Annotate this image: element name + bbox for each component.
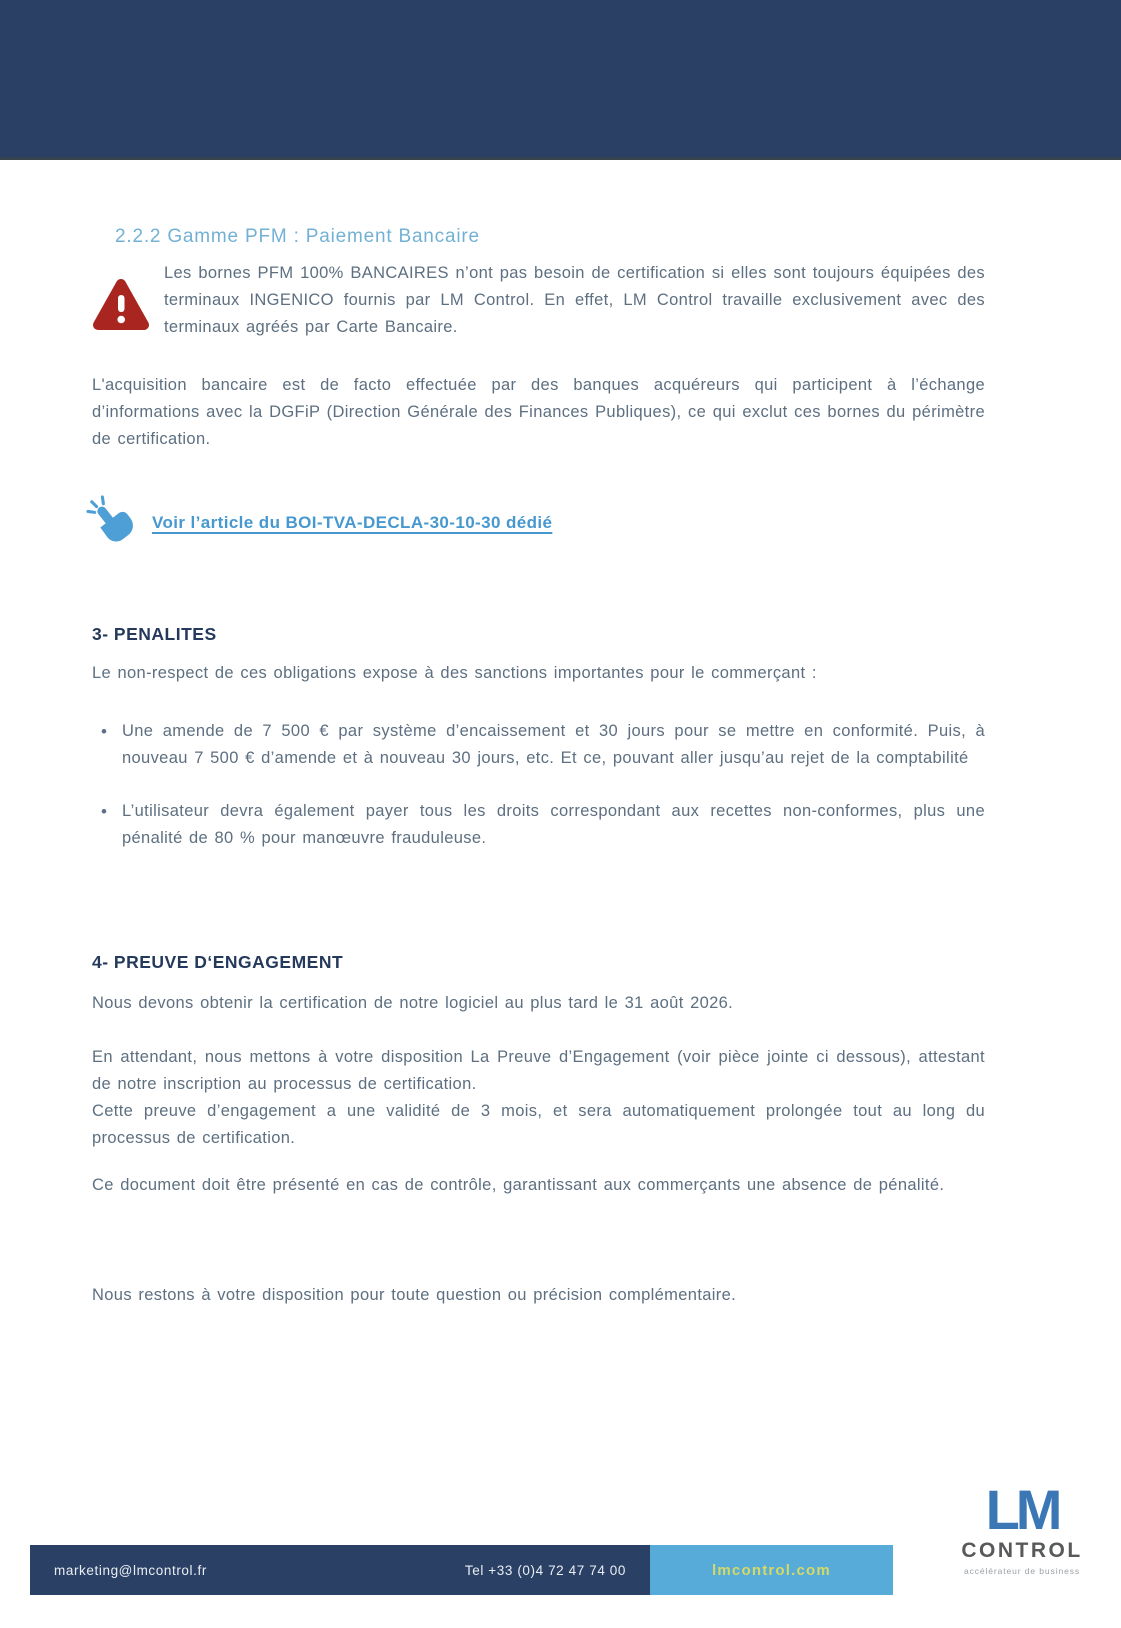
penalites-bullet-droits: • L’utilisateur devra également payer tous les droits correspondant aux recettes non-conformes, plus une pénalité de 80 % pour manœuvre frauduleuse.	[92, 798, 985, 852]
engagement-deadline-paragraph: Nous devons obtenir la certification de notre logiciel au plus tard le 31 août 2026.	[92, 994, 734, 1012]
penalites-intro: Le non-respect de ces obligations expose à des sanctions importantes pour le commerçant :	[92, 664, 817, 682]
warning-triangle-icon	[92, 276, 150, 336]
penalites-bullet-list	[92, 718, 985, 852]
engagement-validite-paragraph: Cette preuve d’engagement a une validité de 3 mois, et sera automatiquement prolongée tout au long du processus de certification.	[92, 1102, 985, 1147]
penalites-title: 3- PENALITES	[92, 624, 217, 644]
lm-logo-name: CONTROL	[961, 1539, 1083, 1562]
engagement-controle-paragraph: Ce document doit être présenté en cas de contrôle, garantissant aux commerçants une absence de pénalité.	[92, 1176, 945, 1194]
acquisition-paragraph: L'acquisition bancaire est de facto effectuée par des banques acquéreurs qui participent à l’échange d’informations avec la DGFiP (Direction Générale des Finances Publiques), ce qui exclut ces bornes du périmètre de certification.	[92, 376, 985, 448]
top-header-band	[0, 0, 1121, 160]
warning-icon-wrap	[92, 260, 164, 341]
article-link-row	[86, 494, 552, 552]
closing-paragraph: Nous restons à votre disposition pour toute question ou précision complémentaire.	[92, 1286, 737, 1304]
lm-logo-mark: LM	[985, 1478, 1059, 1541]
click-hand-icon[interactable]	[86, 494, 140, 552]
penalites-bullet-amende: • Une amende de 7 500 € par système d’encaissement et 30 jours pour se mettre en conformité. Puis, à nouveau 7 500 € d’amende et à nouveau 30 jours, etc. Et ce, pouvant aller jusqu’au rejet de la comptabilité	[92, 718, 985, 772]
footer-email[interactable]: marketing@lmcontrol.fr	[54, 1562, 207, 1578]
warning-paragraph: Les bornes PFM 100% BANCAIRES n’ont pas besoin de certification si elles sont toujours équipées des terminaux INGENICO fournis par LM Control. En effet, LM Control travaille exclusivement avec des terminaux agréés par Carte Bancaire.	[164, 264, 985, 336]
lm-control-logo	[950, 1478, 1094, 1576]
footer-phone: Tel +33 (0)4 72 47 74 00	[464, 1562, 626, 1578]
engagement-attente-paragraph: En attendant, nous mettons à votre disposition La Preuve d’Engagement (voir pièce jointe ci dessous), attestant de notre inscription au processus de certification.	[92, 1048, 985, 1093]
footer-contact-bar	[30, 1545, 650, 1595]
engagement-title: 4- PREUVE D‘ENGAGEMENT	[92, 952, 344, 972]
lm-logo-tagline: accélérateur de business	[963, 1566, 1081, 1576]
engagement-details-block	[92, 1044, 985, 1152]
warning-block	[92, 260, 985, 341]
footer-website-button[interactable]	[650, 1545, 893, 1595]
boi-tva-article-link[interactable]: Voir l’article du BOI-TVA-DECLA-30-10-30 dédié	[152, 513, 553, 532]
section-heading-gamme-pfm: 2.2.2 Gamme PFM : Paiement Bancaire	[115, 226, 480, 247]
footer-website-label: lmcontrol.com	[712, 1561, 831, 1579]
